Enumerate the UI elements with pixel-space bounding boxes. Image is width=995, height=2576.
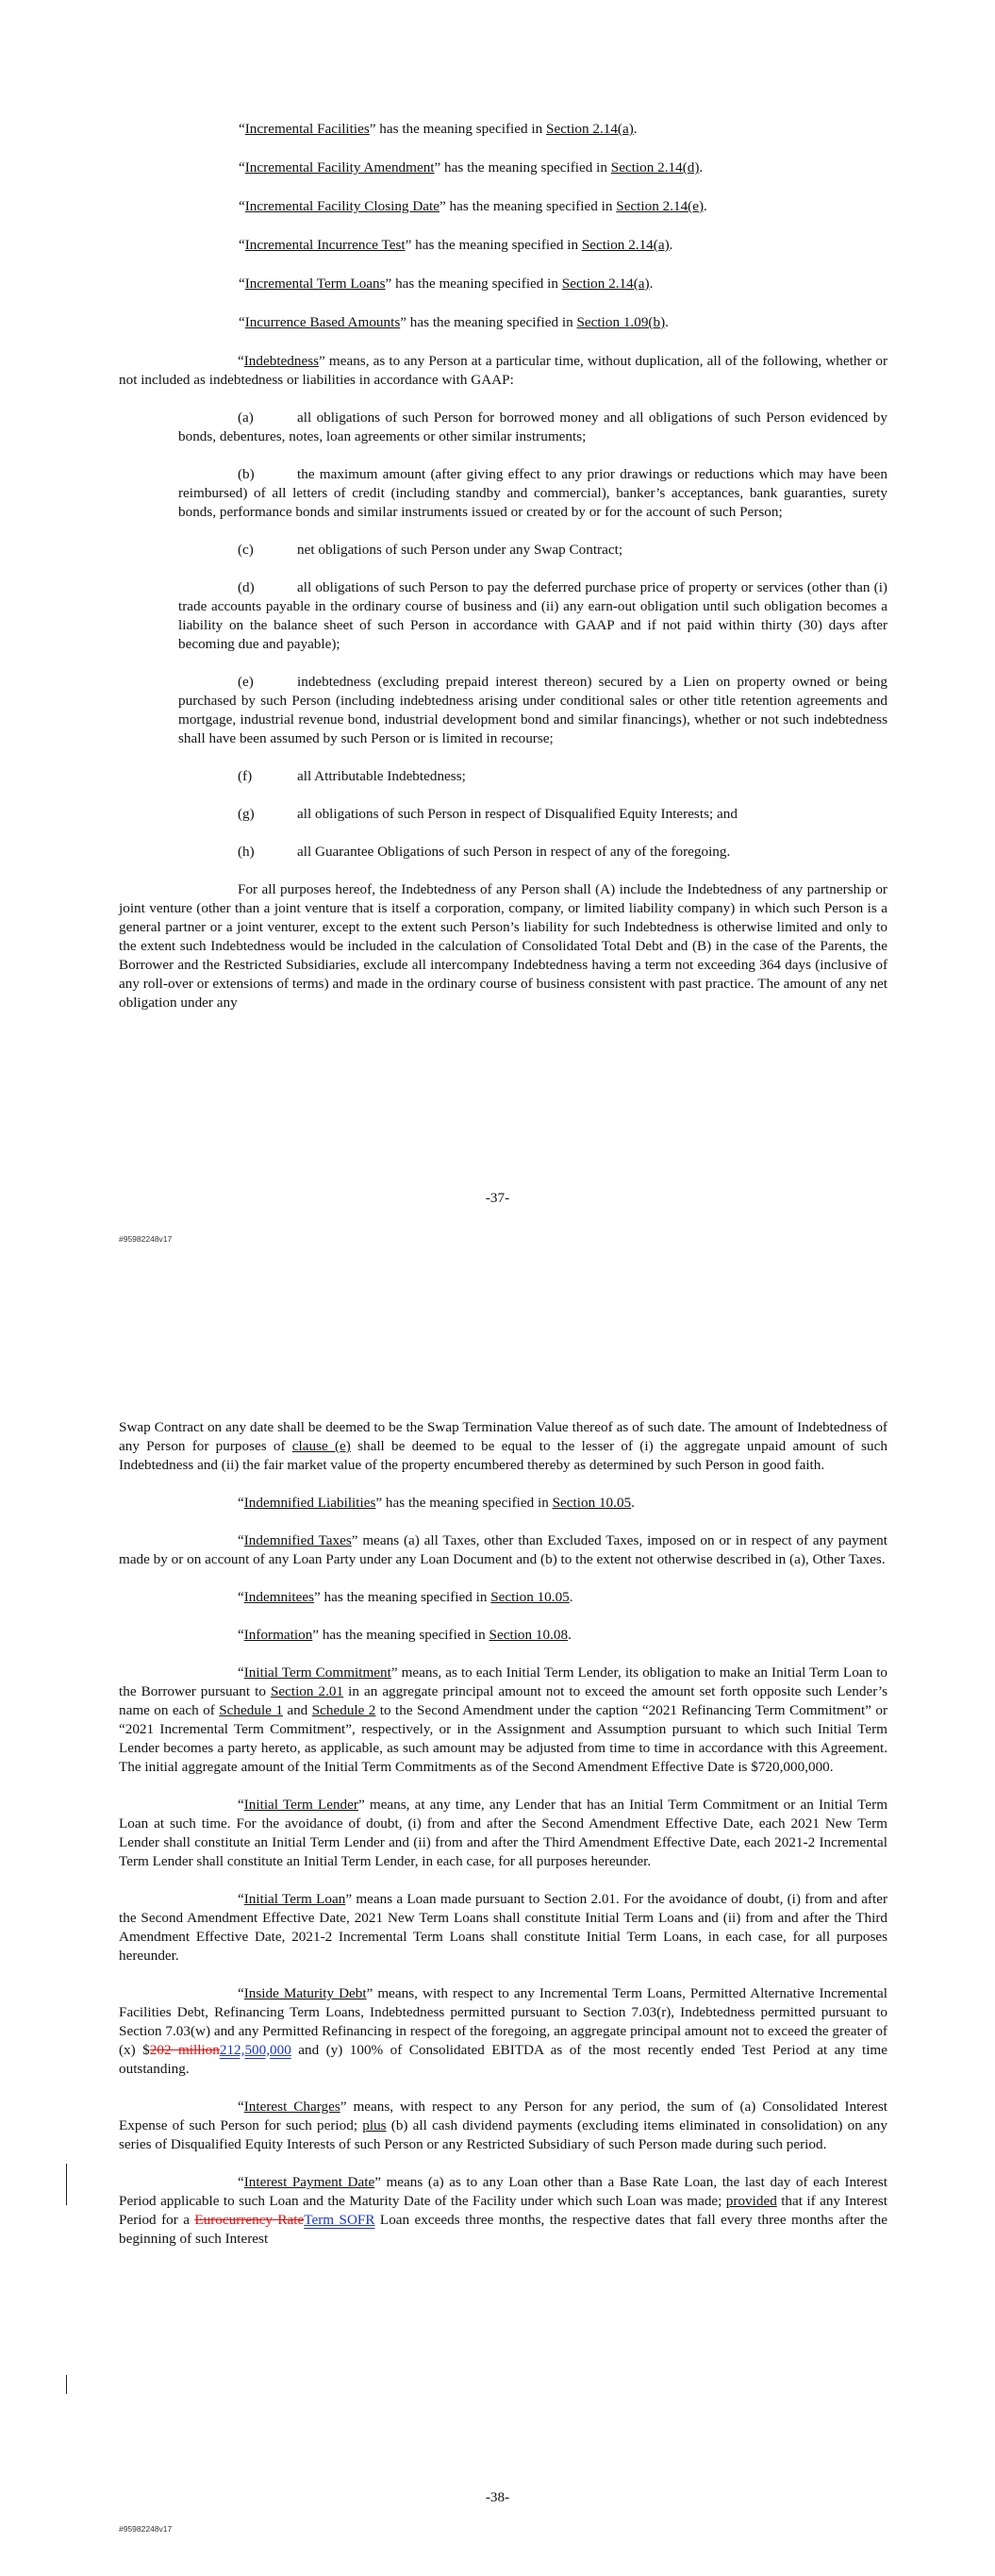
definition-incremental-incurrence-test: “Incremental Incurrence Test” has the meaning specified in Section 2.14(a). (239, 237, 673, 253)
inserted-text: 212,500,000 (219, 2042, 291, 2058)
definition-interest-payment-date: “Interest Payment Date” means (a) as to any Loan other than a Base Rate Loan, the last day of each Interest Period applicable to such Loan and the Maturity Date of the Facility under which such Loan was made; provided that if any Interest Period for a Eurocurrency RateTerm SOFR Loan exceeds three months, the respective dates that fall every three months after the beginning of such Interest (119, 2174, 888, 2247)
section-reference[interactable]: Section 2.14(a) (546, 121, 634, 137)
defined-term: Indemnitees (243, 1589, 314, 1605)
defined-term: Interest Charges (243, 2099, 340, 2115)
section-reference[interactable]: Section 1.09(b) (576, 314, 666, 330)
page-number: -38- (485, 2489, 510, 2505)
section-reference[interactable]: Section 2.14(a) (581, 237, 670, 253)
definition-initial-term-commitment: “Initial Term Commitment” means, as to each Initial Term Lender, its obligation to make an Initial Term Loan to the Borrower pursuant to Section 2.01 in an aggregate principal amount not to exceed the amount set forth opposite such Lender’s name on each of Schedule 1 and Schedule 2 to the Second Amendment under the caption “2021 Refinancing Term Commitment” or “2021 Incremental Term Commitment”, respectively, or in the Assignment and Assumption pursuant to which such Initial Term Lender becomes a party hereto, as applicable, as such amount may be adjusted from time to time in accordance with this Agreement. The initial aggregate amount of the Initial Term Commitments as of the Second Amendment Effective Date is $720,000,000. (119, 1664, 888, 1775)
section-reference[interactable]: Section 2.01 (270, 1683, 344, 1699)
inserted-text: Term SOFR (304, 2212, 375, 2228)
change-bar (66, 2375, 67, 2394)
page-37-body (119, 120, 887, 1031)
section-reference[interactable]: Section 10.08 (489, 1627, 569, 1643)
definition-indemnified-liabilities: “Indemnified Liabilities” has the meaning specified in Section 10.05. (238, 1495, 635, 1511)
definition-indemnitees: “Indemnitees” has the meaning specified in Section 10.05. (238, 1589, 573, 1605)
section-reference[interactable]: Section 10.05 (490, 1589, 570, 1605)
definition-incremental-facilities: “Incremental Facilities” has the meaning specified in Section 2.14(a). (239, 121, 638, 137)
indebtedness-item-f: (f) all Attributable Indebtedness; (238, 768, 466, 784)
definition-incremental-facility-amendment: “Incremental Facility Amendment” has the meaning specified in Section 2.14(d). (239, 159, 704, 176)
definition-indebtedness: “Indebtedness” means, as to any Person at a particular time, without duplication, all of the following, whether or not included as indebtedness or liabilities in accordance with GAAP: (119, 353, 887, 388)
defined-term: Incurrence Based Amounts (244, 314, 401, 330)
section-reference[interactable]: Section 2.14(a) (561, 276, 650, 292)
schedule-reference[interactable]: Schedule 2 (311, 1702, 376, 1718)
defined-term: Incremental Facilities (244, 121, 370, 137)
document-id: #95982248v17 (119, 2524, 173, 2534)
definition-indemnified-taxes: “Indemnified Taxes” means (a) all Taxes, other than Excluded Taxes, imposed on or in respect of any payment made by or on account of any Loan Party under any Loan Document and (b) to the extent not otherwise described in (a), Other Taxes. (119, 1532, 887, 1567)
definition-interest-charges: “Interest Charges” means, with respect to any Person for any period, the sum of (a) Consolidated Interest Expense of such Person for such period; plus (b) all cash dividend payments (excluding items eliminated in consolidation) on any series of Disqualified Equity Interests of such Person or any Restricted Subsidiary of such Person made during such period. (119, 2099, 887, 2152)
indebtedness-continuation: Swap Contract on any date shall be deemed to be the Swap Termination Value thereof as of such date. The amount of Indebtedness of any Person for purposes of clause (e) shall be deemed to be equal to the lesser of (i) the aggregate unpaid amount of such Indebtedness and (ii) the fair market value of the property encumbered thereby as determined by such Person in good faith. (119, 1419, 887, 1473)
defined-term: Indemnified Taxes (243, 1532, 352, 1548)
indebtedness-item-a: (a) all obligations of such Person for borrowed money and all obligations of such Person evidenced by bonds, debentures, notes, loan agreements or other similar instruments; (178, 410, 887, 444)
defined-term: Incremental Facility Closing Date (244, 198, 439, 214)
defined-term: Initial Term Commitment (243, 1664, 391, 1681)
section-reference[interactable]: Section 10.05 (552, 1495, 632, 1511)
indebtedness-item-h: (h) all Guarantee Obligations of such Person in respect of any of the foregoing. (238, 844, 731, 860)
indebtedness-item-b: (b) the maximum amount (after giving effect to any prior drawings or reductions which may have been reimbursed) of all letters of credit (including standby and commercial), banker’s acceptances, bank guaranties, surety bonds, performance bonds and similar instruments issued or created by or for the account of such Person; (178, 466, 887, 520)
indebtedness-item-d: (d) all obligations of such Person to pay the deferred purchase price of property or services (other than (i) trade accounts payable in the ordinary course of business and (ii) any earn-out obligation until such obligation becomes a liability on the balance sheet of such Person in accordance with GAAP and if not paid within thirty (30) days after becoming due and payable); (178, 579, 887, 652)
definition-incremental-facility-closing-date: “Incremental Facility Closing Date” has the meaning specified in Section 2.14(e). (239, 198, 707, 214)
page-38 (0, 1288, 995, 2576)
defined-term: Incremental Incurrence Test (244, 237, 406, 253)
definition-initial-term-loan: “Initial Term Loan” means a Loan made pursuant to Section 2.01. For the avoidance of doubt, (i) from and after the Second Amendment Effective Date, 2021 New Term Loans shall constitute Initial Term Loans and (ii) from and after the Third Amendment Effective Date, 2021-2 Incremental Term Loans shall constitute Initial Term Loans, in each case, for all purposes hereunder. (119, 1891, 888, 1964)
deleted-text: Eurocurrency Rate (194, 2212, 305, 2228)
change-bar (66, 2164, 67, 2205)
defined-term: Interest Payment Date (243, 2174, 375, 2190)
indebtedness-closing-paragraph: For all purposes hereof, the Indebtedness of any Person shall (A) include the Indebtedness of any partnership or joint venture (other than a joint venture that is itself a corporation, company, or limited liability company) in which such Person is a general partner or a joint venturer, except to the extent such Person’s liability for such Indebtedness is otherwise limited and only to the extent such Indebtedness would be included in the calculation of Consolidated Total Debt and (B) in the case of the Parents, the Borrower and the Restricted Subsidiaries, exclude all intercompany Indebtedness having a term not exceeding 364 days (inclusive of any roll-over or extensions of terms) and made in the ordinary course of business consistent with past practice. The amount of any net obligation under any (119, 881, 887, 1011)
defined-term: Indemnified Liabilities (243, 1495, 376, 1511)
indebtedness-item-g: (g) all obligations of such Person in respect of Disqualified Equity Interests; and (238, 806, 738, 822)
definition-incurrence-based-amounts: “Incurrence Based Amounts” has the meaning specified in Section 1.09(b). (239, 314, 669, 330)
definition-inside-maturity-debt: “Inside Maturity Debt” means, with respect to any Incremental Term Loans, Permitted Alternative Incremental Facilities Debt, Refinancing Term Loans, Indebtedness permitted pursuant to Section 7.03(r), Indebtedness permitted pursuant to Section 7.03(w) and any Permitted Refinancing in respect of the foregoing, an aggregate principal amount not to exceed the greater of (x) $202 million212,500,000 and (y) 100% of Consolidated EBITDA as of the most recently ended Test Period at any time outstanding. (119, 1985, 887, 2077)
page-38-body (119, 1418, 887, 2267)
indebtedness-item-e: (e) indebtedness (excluding prepaid interest thereon) secured by a Lien on property owned or being purchased by such Person (including indebtedness arising under conditional sales or other title retention agreements and mortgage, industrial revenue bond, industrial development bond and similar financings), whether or not such indebtedness shall have been assumed by such Person or is limited in recourse; (178, 674, 887, 746)
section-reference[interactable]: Section 2.14(e) (616, 198, 705, 214)
deleted-text: 202 million (149, 2042, 220, 2058)
schedule-reference[interactable]: Schedule 1 (219, 1702, 283, 1718)
defined-term: Inside Maturity Debt (243, 1985, 367, 2001)
defined-term: Incremental Facility Amendment (244, 159, 435, 176)
defined-term: Incremental Term Loans (244, 276, 386, 292)
definition-information: “Information” has the meaning specified in Section 10.08. (238, 1627, 572, 1643)
definition-incremental-term-loans: “Incremental Term Loans” has the meaning specified in Section 2.14(a). (239, 276, 654, 292)
defined-term: Initial Term Lender (243, 1797, 358, 1813)
section-reference[interactable]: Section 2.14(d) (610, 159, 700, 176)
page-number: -37- (485, 1190, 510, 1206)
definition-initial-term-lender: “Initial Term Lender” means, at any time, any Lender that has an Initial Term Commitment or an Initial Term Loan at such time. For the avoidance of doubt, (i) from and after the Second Amendment Effective Date, each 2021 New Term Lender shall constitute an Initial Term Lender and (ii) from and after the Third Amendment Effective Date, each 2021-2 Incremental Term Lender shall constitute an Initial Term Lender, in each case, for all purposes hereunder. (119, 1797, 888, 1869)
defined-term: Information (243, 1627, 313, 1643)
defined-term: Initial Term Loan (243, 1891, 346, 1907)
defined-term: Indebtedness (243, 353, 320, 369)
document-id: #95982248v17 (119, 1234, 173, 1244)
indebtedness-item-c: (c) net obligations of such Person under any Swap Contract; (238, 542, 623, 558)
clause-reference[interactable]: clause (e) (291, 1438, 351, 1454)
